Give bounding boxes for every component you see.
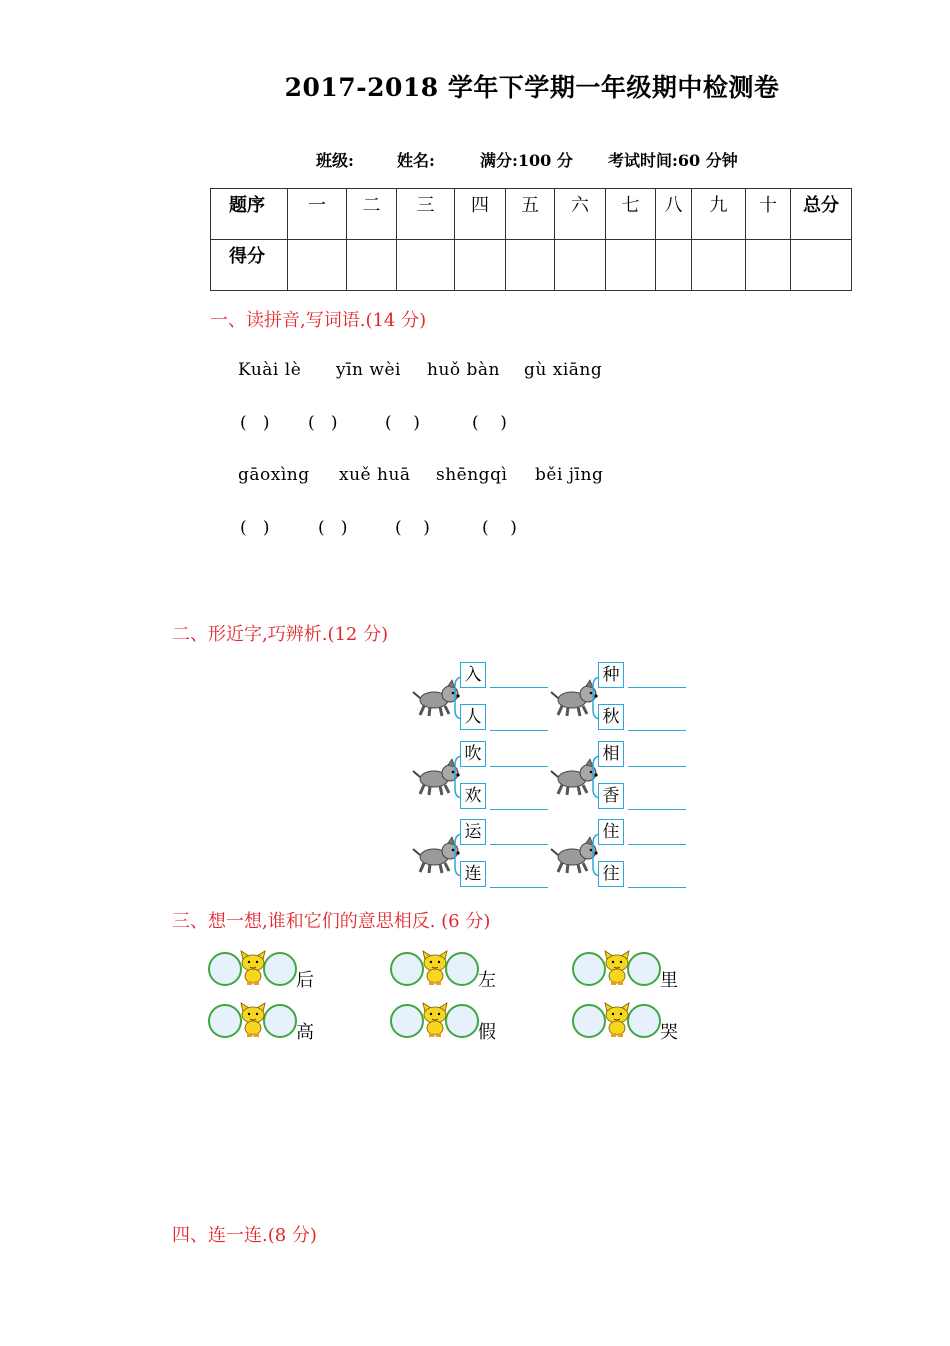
char-pair-group <box>550 660 690 730</box>
score-cell[interactable] <box>746 240 791 291</box>
answer-line[interactable] <box>628 887 686 888</box>
score-cell[interactable] <box>791 240 852 291</box>
name-label: 姓名: <box>397 151 435 170</box>
antonym-item <box>390 950 510 990</box>
cat-icon <box>600 1002 634 1042</box>
answer-line[interactable] <box>490 887 548 888</box>
score-cell[interactable] <box>656 240 692 291</box>
answer-line[interactable] <box>628 687 686 688</box>
column-header: 一 <box>288 189 347 240</box>
column-header: 五 <box>506 189 555 240</box>
pinyin-item: gāoxìng <box>238 465 310 485</box>
answer-blank[interactable]: ( ) <box>240 413 270 433</box>
table-header-label: 题序 <box>211 189 288 240</box>
cat-icon <box>600 950 634 990</box>
score-table <box>210 188 852 291</box>
antonym-item <box>208 950 328 990</box>
score-cell[interactable] <box>397 240 455 291</box>
char-pair-group <box>412 817 552 887</box>
score-cell[interactable] <box>692 240 746 291</box>
character-box: 香 <box>598 783 624 809</box>
section4-heading: 四、连一连.(8 分) <box>172 1225 317 1246</box>
section1-heading: 一、读拼音,写词语.(14 分) <box>210 310 427 331</box>
character-box: 种 <box>598 662 624 688</box>
antonym-item <box>208 1002 328 1042</box>
given-word: 左 <box>478 970 496 991</box>
character-box: 住 <box>598 819 624 845</box>
char-pair-group <box>550 739 690 809</box>
cat-icon <box>236 950 270 990</box>
char-pair-group <box>412 660 552 730</box>
page-title: 2017-2018 学年下学期一年级期中检测卷 <box>284 73 780 102</box>
pinyin-item: yīn wèi <box>336 360 401 380</box>
exam-time-label: 考试时间:60 分钟 <box>608 151 738 170</box>
character-box: 吹 <box>460 741 486 767</box>
column-header: 二 <box>347 189 397 240</box>
answer-blank[interactable]: ( ) <box>318 518 348 538</box>
pinyin-item: xuě huā <box>339 465 411 485</box>
column-header: 九 <box>692 189 746 240</box>
class-label: 班级: <box>316 151 354 170</box>
score-cell[interactable] <box>555 240 606 291</box>
column-header: 六 <box>555 189 606 240</box>
answer-blank[interactable]: ( ) <box>240 518 270 538</box>
score-cell[interactable] <box>506 240 555 291</box>
column-header: 十 <box>746 189 791 240</box>
column-header: 三 <box>397 189 455 240</box>
score-cell[interactable] <box>347 240 397 291</box>
total-header: 总分 <box>791 189 852 240</box>
answer-blank[interactable]: ( ) <box>308 413 338 433</box>
answer-blank[interactable]: ( ) <box>472 413 507 433</box>
char-pair-group <box>550 817 690 887</box>
answer-line[interactable] <box>628 844 686 845</box>
given-word: 假 <box>478 1022 496 1043</box>
antonym-item <box>572 950 692 990</box>
answer-blank[interactable]: ( ) <box>385 413 420 433</box>
character-box: 相 <box>598 741 624 767</box>
score-row-label: 得分 <box>211 240 288 291</box>
cat-icon <box>418 950 452 990</box>
character-box: 人 <box>460 704 486 730</box>
cat-icon <box>236 1002 270 1042</box>
answer-line[interactable] <box>628 766 686 767</box>
pinyin-item: běi jīng <box>535 465 604 485</box>
full-score-label: 满分:100 分 <box>480 151 573 170</box>
answer-line[interactable] <box>490 766 548 767</box>
answer-line[interactable] <box>628 809 686 810</box>
answer-line[interactable] <box>490 687 548 688</box>
column-header: 四 <box>455 189 506 240</box>
character-box: 往 <box>598 861 624 887</box>
character-box: 连 <box>460 861 486 887</box>
character-box: 欢 <box>460 783 486 809</box>
score-cell[interactable] <box>288 240 347 291</box>
section2-heading: 二、形近字,巧辨析.(12 分) <box>172 624 389 645</box>
answer-line[interactable] <box>490 809 548 810</box>
pinyin-item: gù xiāng <box>524 360 603 380</box>
given-word: 高 <box>296 1022 314 1043</box>
char-pair-group <box>412 739 552 809</box>
character-box: 运 <box>460 819 486 845</box>
answer-line[interactable] <box>490 844 548 845</box>
pinyin-item: shēngqì <box>436 465 508 485</box>
cat-icon <box>418 1002 452 1042</box>
column-header: 七 <box>606 189 656 240</box>
given-word: 后 <box>296 970 314 991</box>
antonym-item <box>390 1002 510 1042</box>
column-header: 八 <box>656 189 692 240</box>
answer-blank[interactable]: ( ) <box>482 518 517 538</box>
score-cell[interactable] <box>455 240 506 291</box>
pinyin-item: Kuài lè <box>238 360 302 380</box>
character-box: 秋 <box>598 704 624 730</box>
answer-line[interactable] <box>490 730 548 731</box>
pinyin-item: huǒ bàn <box>427 360 501 380</box>
given-word: 哭 <box>660 1022 678 1043</box>
score-cell[interactable] <box>606 240 656 291</box>
section3-heading: 三、想一想,谁和它们的意思相反. (6 分) <box>172 911 491 932</box>
antonym-item <box>572 1002 692 1042</box>
character-box: 入 <box>460 662 486 688</box>
answer-line[interactable] <box>628 730 686 731</box>
given-word: 里 <box>660 970 678 991</box>
answer-blank[interactable]: ( ) <box>395 518 430 538</box>
